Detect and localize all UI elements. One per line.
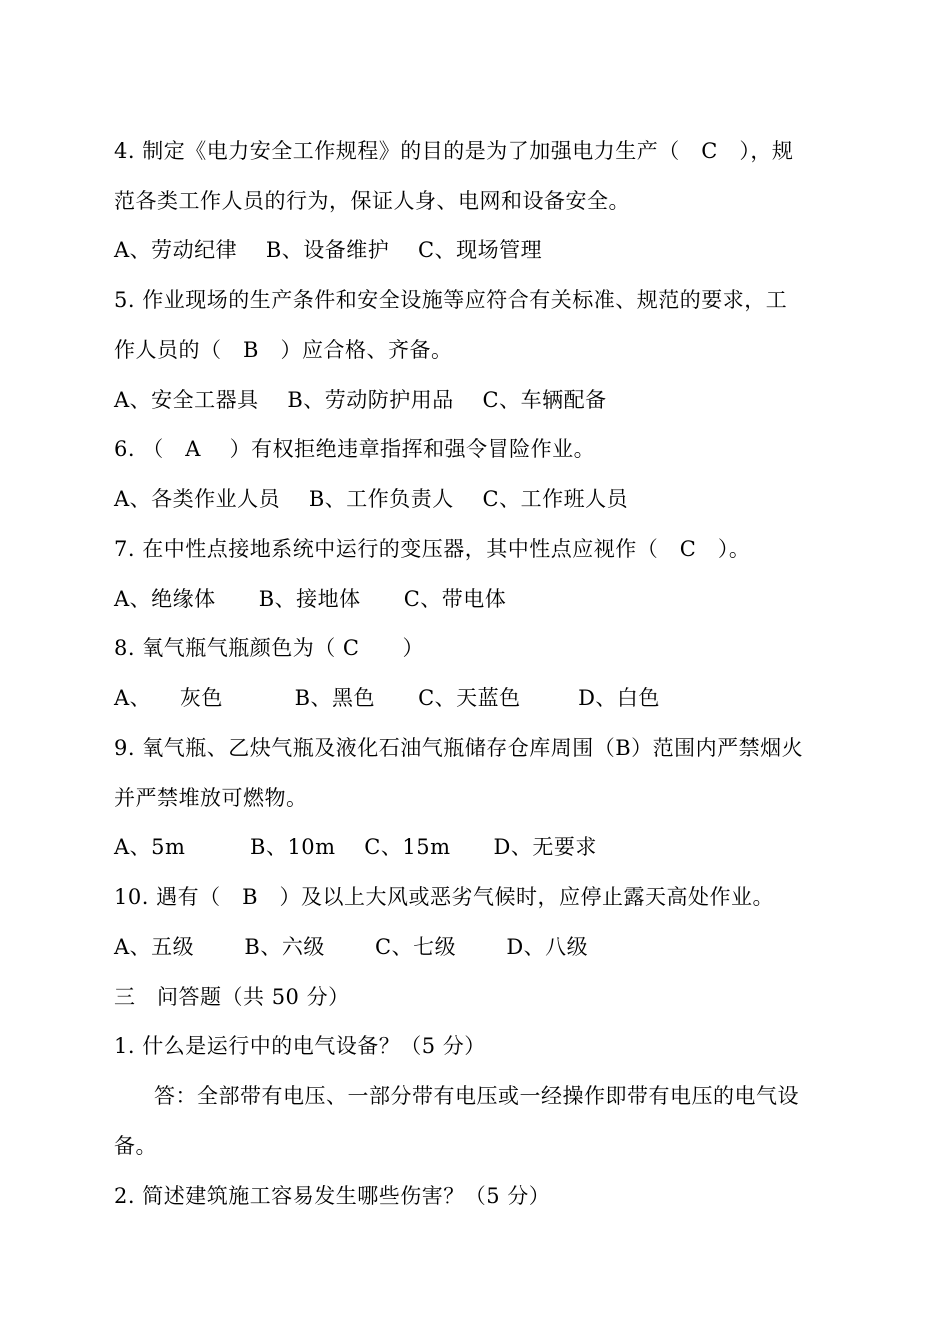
question-4-line-2: 范各类工作人员的行为，保证人身、电网和设备安全。 xyxy=(114,189,630,213)
question-9-options: A、5m B、10m C、15m D、无要求 xyxy=(114,835,597,859)
question-5-line-2: 作人员的（ B ）应合格、齐备。 xyxy=(114,338,453,362)
question-8-options: A、 灰色 B、黑色 C、天蓝色 D、白色 xyxy=(114,686,660,710)
question-6-options: A、各类作业人员 B、工作负责人 C、工作班人员 xyxy=(114,487,629,511)
essay-answer-1-line-1: 答：全部带有电压、一部分带有电压或一经操作即带有电压的电气设 xyxy=(154,1084,799,1108)
essay-answer-1-line-2: 备。 xyxy=(114,1134,157,1158)
question-7-line: 7. 在中性点接地系统中运行的变压器，其中性点应视作（ C ）。 xyxy=(114,537,751,561)
question-5-options: A、安全工器具 B、劳动防护用品 C、车辆配备 xyxy=(114,388,607,412)
question-8-line: 8. 氧气瓶气瓶颜色为（ C ） xyxy=(114,636,425,660)
question-5-line-1: 5. 作业现场的生产条件和安全设施等应符合有关标准、规范的要求，工 xyxy=(114,288,788,312)
question-7-options: A、绝缘体 B、接地体 C、带电体 xyxy=(114,587,507,611)
question-10-line: 10. 遇有（ B ）及以上大风或恶劣气候时，应停止露天高处作业。 xyxy=(114,885,775,909)
question-10-options: A、五级 B、六级 C、七级 D、八级 xyxy=(114,935,589,959)
section-heading: 三 问答题（共 50 分） xyxy=(114,985,350,1009)
essay-question-1: 1. 什么是运行中的电气设备？（5 分） xyxy=(114,1034,486,1058)
essay-question-2: 2. 简述建筑施工容易发生哪些伤害？（5 分） xyxy=(114,1184,551,1208)
question-9-line-1: 9. 氧气瓶、乙炔气瓶及液化石油气瓶储存仓库周围（B）范围内严禁烟火 xyxy=(114,736,804,760)
question-9-line-2: 并严禁堆放可燃物。 xyxy=(114,786,308,810)
question-4-options: A、劳动纪律 B、设备维护 C、现场管理 xyxy=(114,238,543,262)
question-4-line-1: 4. 制定《电力安全工作规程》的目的是为了加强电力生产（ C ），规 xyxy=(114,139,794,163)
question-6-line: 6. （ A ）有权拒绝违章指挥和强令冒险作业。 xyxy=(114,437,596,461)
